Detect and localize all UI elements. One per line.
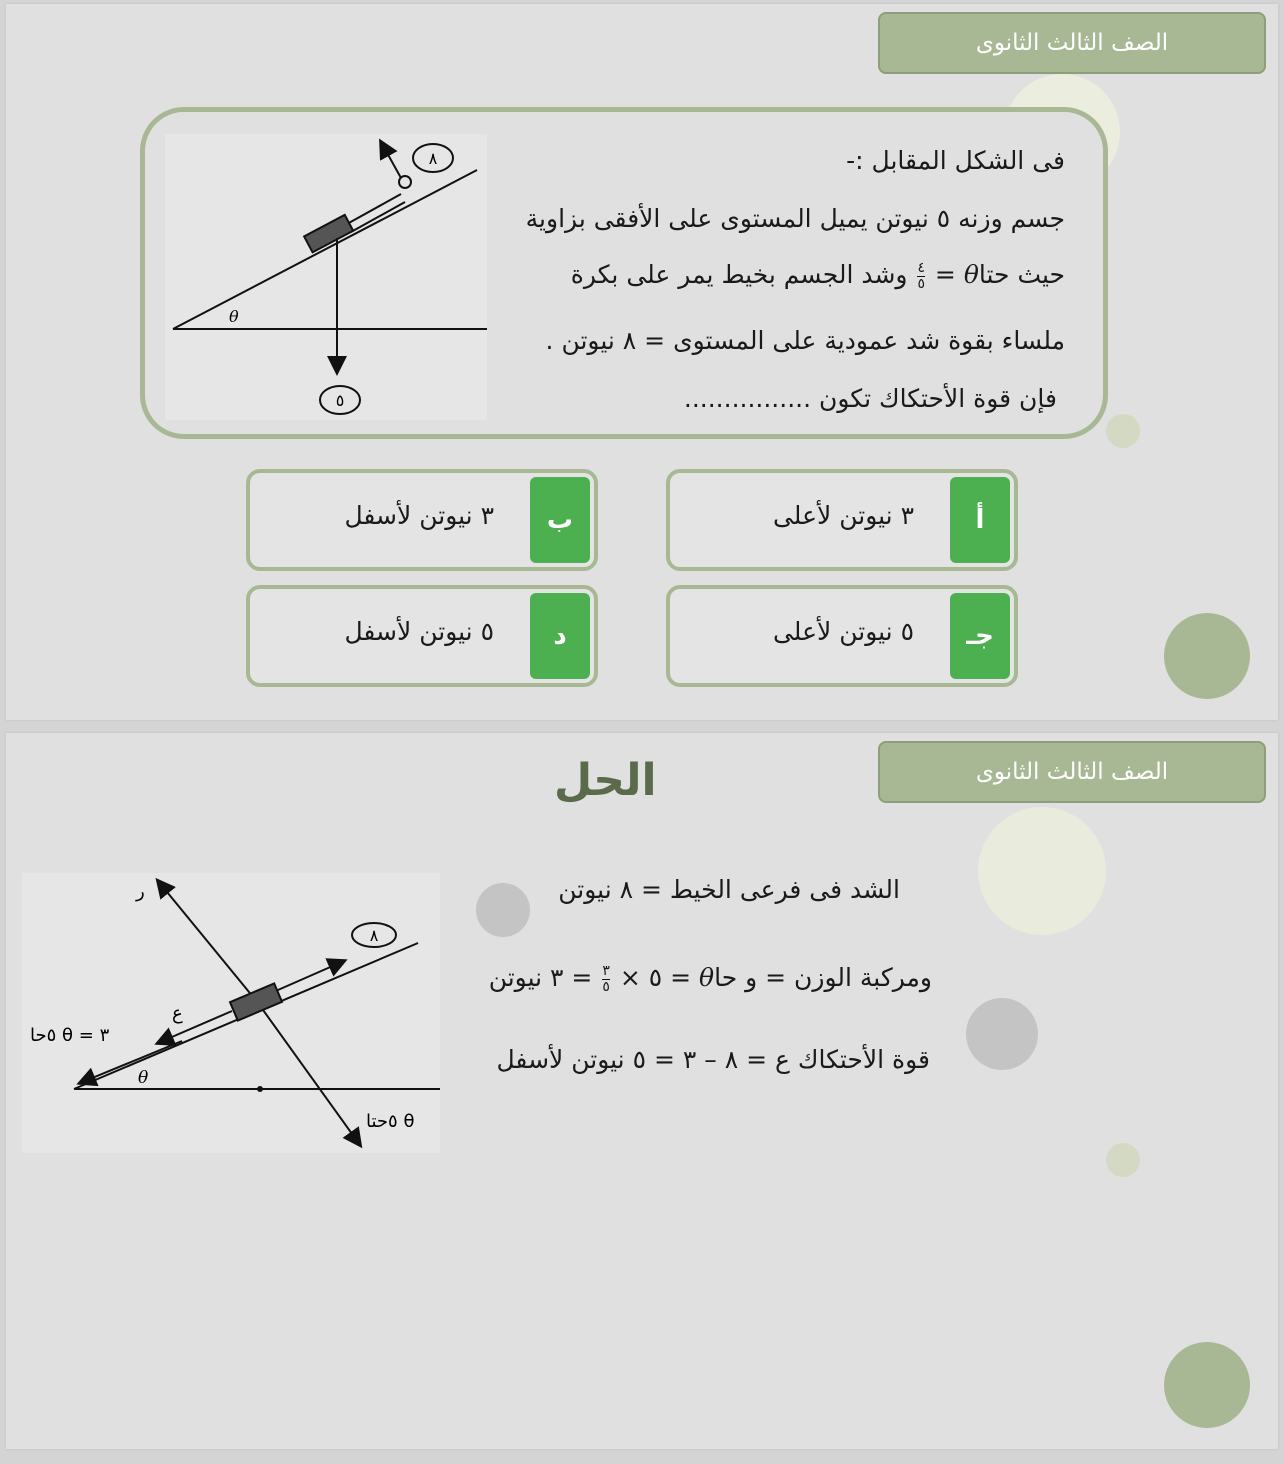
- question-text: وشد الجسم بخيط يمر على بكرة: [570, 260, 908, 289]
- fraction: $\frac{٣}{٥}$: [602, 962, 610, 995]
- option-text: ٥ نيوتن لأسفل: [344, 617, 494, 646]
- perp-axis: [258, 1003, 360, 1145]
- question-line: فى الشكل المقابل :-: [846, 146, 1065, 175]
- option-c[interactable]: [666, 585, 1018, 687]
- question-box: [140, 107, 1108, 439]
- angle-label: θ: [138, 1068, 149, 1088]
- decor-circle: [1106, 1143, 1140, 1177]
- question-line: ملساء بقوة شد عمودية على المستوى = ٨ نيوتن .: [545, 326, 1065, 355]
- perp-component-label: ٥حتا θ: [366, 1111, 415, 1132]
- option-d[interactable]: [246, 585, 598, 687]
- solution-text: = ٥ ×: [619, 963, 692, 992]
- decor-circle: [978, 807, 1106, 935]
- decor-circle: [476, 883, 530, 937]
- option-text: ٣ نيوتن لأسفل: [344, 501, 494, 530]
- parallel-component-label: ٥حا θ = ٣: [30, 1025, 110, 1046]
- grade-label: الصف الثالث الثانوى: [878, 12, 1266, 74]
- solution-diagram: [22, 873, 440, 1153]
- option-text: ٥ نيوتن لأعلى: [772, 617, 914, 646]
- solution-text: = ٣ نيوتن: [488, 963, 593, 992]
- incline-diagram: [165, 134, 487, 420]
- solution-line: الشد فى فرعى الخيط = ٨ نيوتن: [558, 875, 900, 904]
- solution-title: الحل: [554, 755, 657, 806]
- decor-circle: [966, 998, 1038, 1070]
- decor-circle: [1106, 414, 1140, 448]
- option-letter: د: [530, 593, 590, 679]
- option-letter: ب: [530, 477, 590, 563]
- solution-line: ومركبة الوزن = و حاθ = ٥ × $\frac{٣}{٥}$ = ٣ نيوتن: [488, 962, 932, 995]
- question-line: جسم وزنه ٥ نيوتن يميل المستوى على الأفقى بزاوية: [525, 204, 1065, 233]
- decor-circle: [1164, 613, 1250, 699]
- weight-label: ٥: [335, 391, 345, 410]
- fraction: $\frac{٤}{٥}$: [917, 259, 925, 292]
- tension-label: ٨: [369, 926, 379, 945]
- friction-label: ع: [172, 1003, 183, 1024]
- solution-line: قوة الأحتكاك ع = ٨ – ٣ = ٥ نيوتن لأسفل: [496, 1045, 930, 1074]
- parallel-component-arrow: [80, 1041, 182, 1083]
- question-slide: [6, 4, 1278, 720]
- tension-label: ٨: [428, 149, 438, 168]
- question-text: حيث حتا: [978, 260, 1065, 289]
- option-b[interactable]: [246, 469, 598, 571]
- decor-circle: [1164, 1342, 1250, 1428]
- option-text: ٣ نيوتن لأعلى: [772, 501, 914, 530]
- question-line: فإن قوة الأحتكاك تكون ................: [683, 384, 1057, 413]
- incline-line: [173, 170, 477, 329]
- block: [230, 983, 282, 1020]
- option-a[interactable]: [666, 469, 1018, 571]
- option-letter: أ: [950, 477, 1010, 563]
- solution-slide: [6, 733, 1278, 1449]
- option-letter: جـ: [950, 593, 1010, 679]
- normal-label: ر: [136, 881, 145, 902]
- ground-dot: [257, 1086, 263, 1092]
- grade-label: الصف الثالث الثانوى: [878, 741, 1266, 803]
- tension-arrow: [381, 142, 401, 178]
- solution-text: ومركبة الوزن = و حا: [714, 963, 932, 992]
- angle-label: θ: [229, 307, 239, 326]
- normal-axis: [158, 881, 258, 1003]
- question-line: حيث حتاθ = $\frac{٤}{٥}$ وشد الجسم بخيط يمر على بكرة: [570, 259, 1065, 292]
